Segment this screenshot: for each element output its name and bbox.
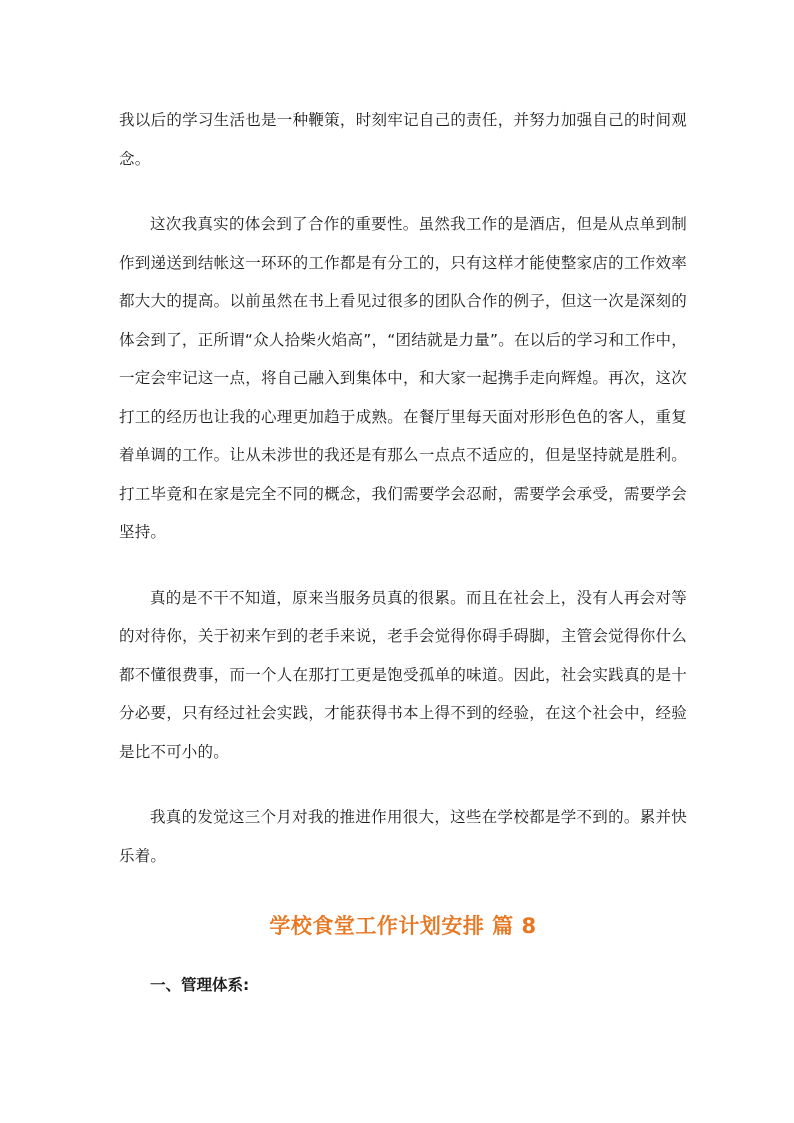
paragraph-1: 我以后的学习生活也是一种鞭策，时刻牢记自己的责任，并努力加强自己的时间观念。 [119, 111, 687, 168]
paragraph-gap [119, 771, 687, 798]
section-title: 学校食堂工作计划安排 篇 8 [269, 914, 537, 938]
paragraph-2: 这次我真实的体会到了合作的重要性。虽然我工作的是酒店，但是从点单到制作到递送到结帐这一环环的工作都是有分工的，只有这样才能使整家店的工作效率都大大的提高。以前虽然在书上看见过很多的团队合作的例子，但这一次是深刻的体会到了，正所谓“众人拾柴火焰高”，“团结就是力量”。在以后的学习和工作中，一定会牢记这一点，将自己融入到集体中，和大家一起携手走向辉煌。再次，这次打工的经历也让我的心理更加趋于成熟。在餐厅里每天面对形形色色的客人，重复着单调的工作。让从未涉世的我还是有那么一点点不适应的，但是坚持就是胜利。打工毕竟和在家是完全不同的概念，我们需要学会忍耐，需要学会承受，需要学会坚持。 [119, 215, 687, 541]
document-body [119, 101, 687, 1004]
paragraph-gap [119, 552, 687, 579]
paragraph-gap [119, 875, 687, 902]
paragraph-4: 我真的发觉这三个月对我的推进作用很大，这些在学校都是学不到的。累并快乐着。 [119, 808, 687, 865]
paragraph-3: 真的是不干不知道，原来当服务员真的很累。而且在社会上，没有人再会对等的对待你，关于初来乍到的老手来说，老手会觉得你碍手碍脚，主管会觉得你什么都不懂很费事，而一个人在那打工更是饱受孤单的味道。因此，社会实践真的是十分必要，只有经过社会实践，才能获得书本上得不到的经验，在这个社会中，经验是比不可小的。 [119, 588, 687, 761]
paragraph-gap [119, 178, 687, 205]
section-subtitle: 一、管理体系: [150, 976, 250, 994]
